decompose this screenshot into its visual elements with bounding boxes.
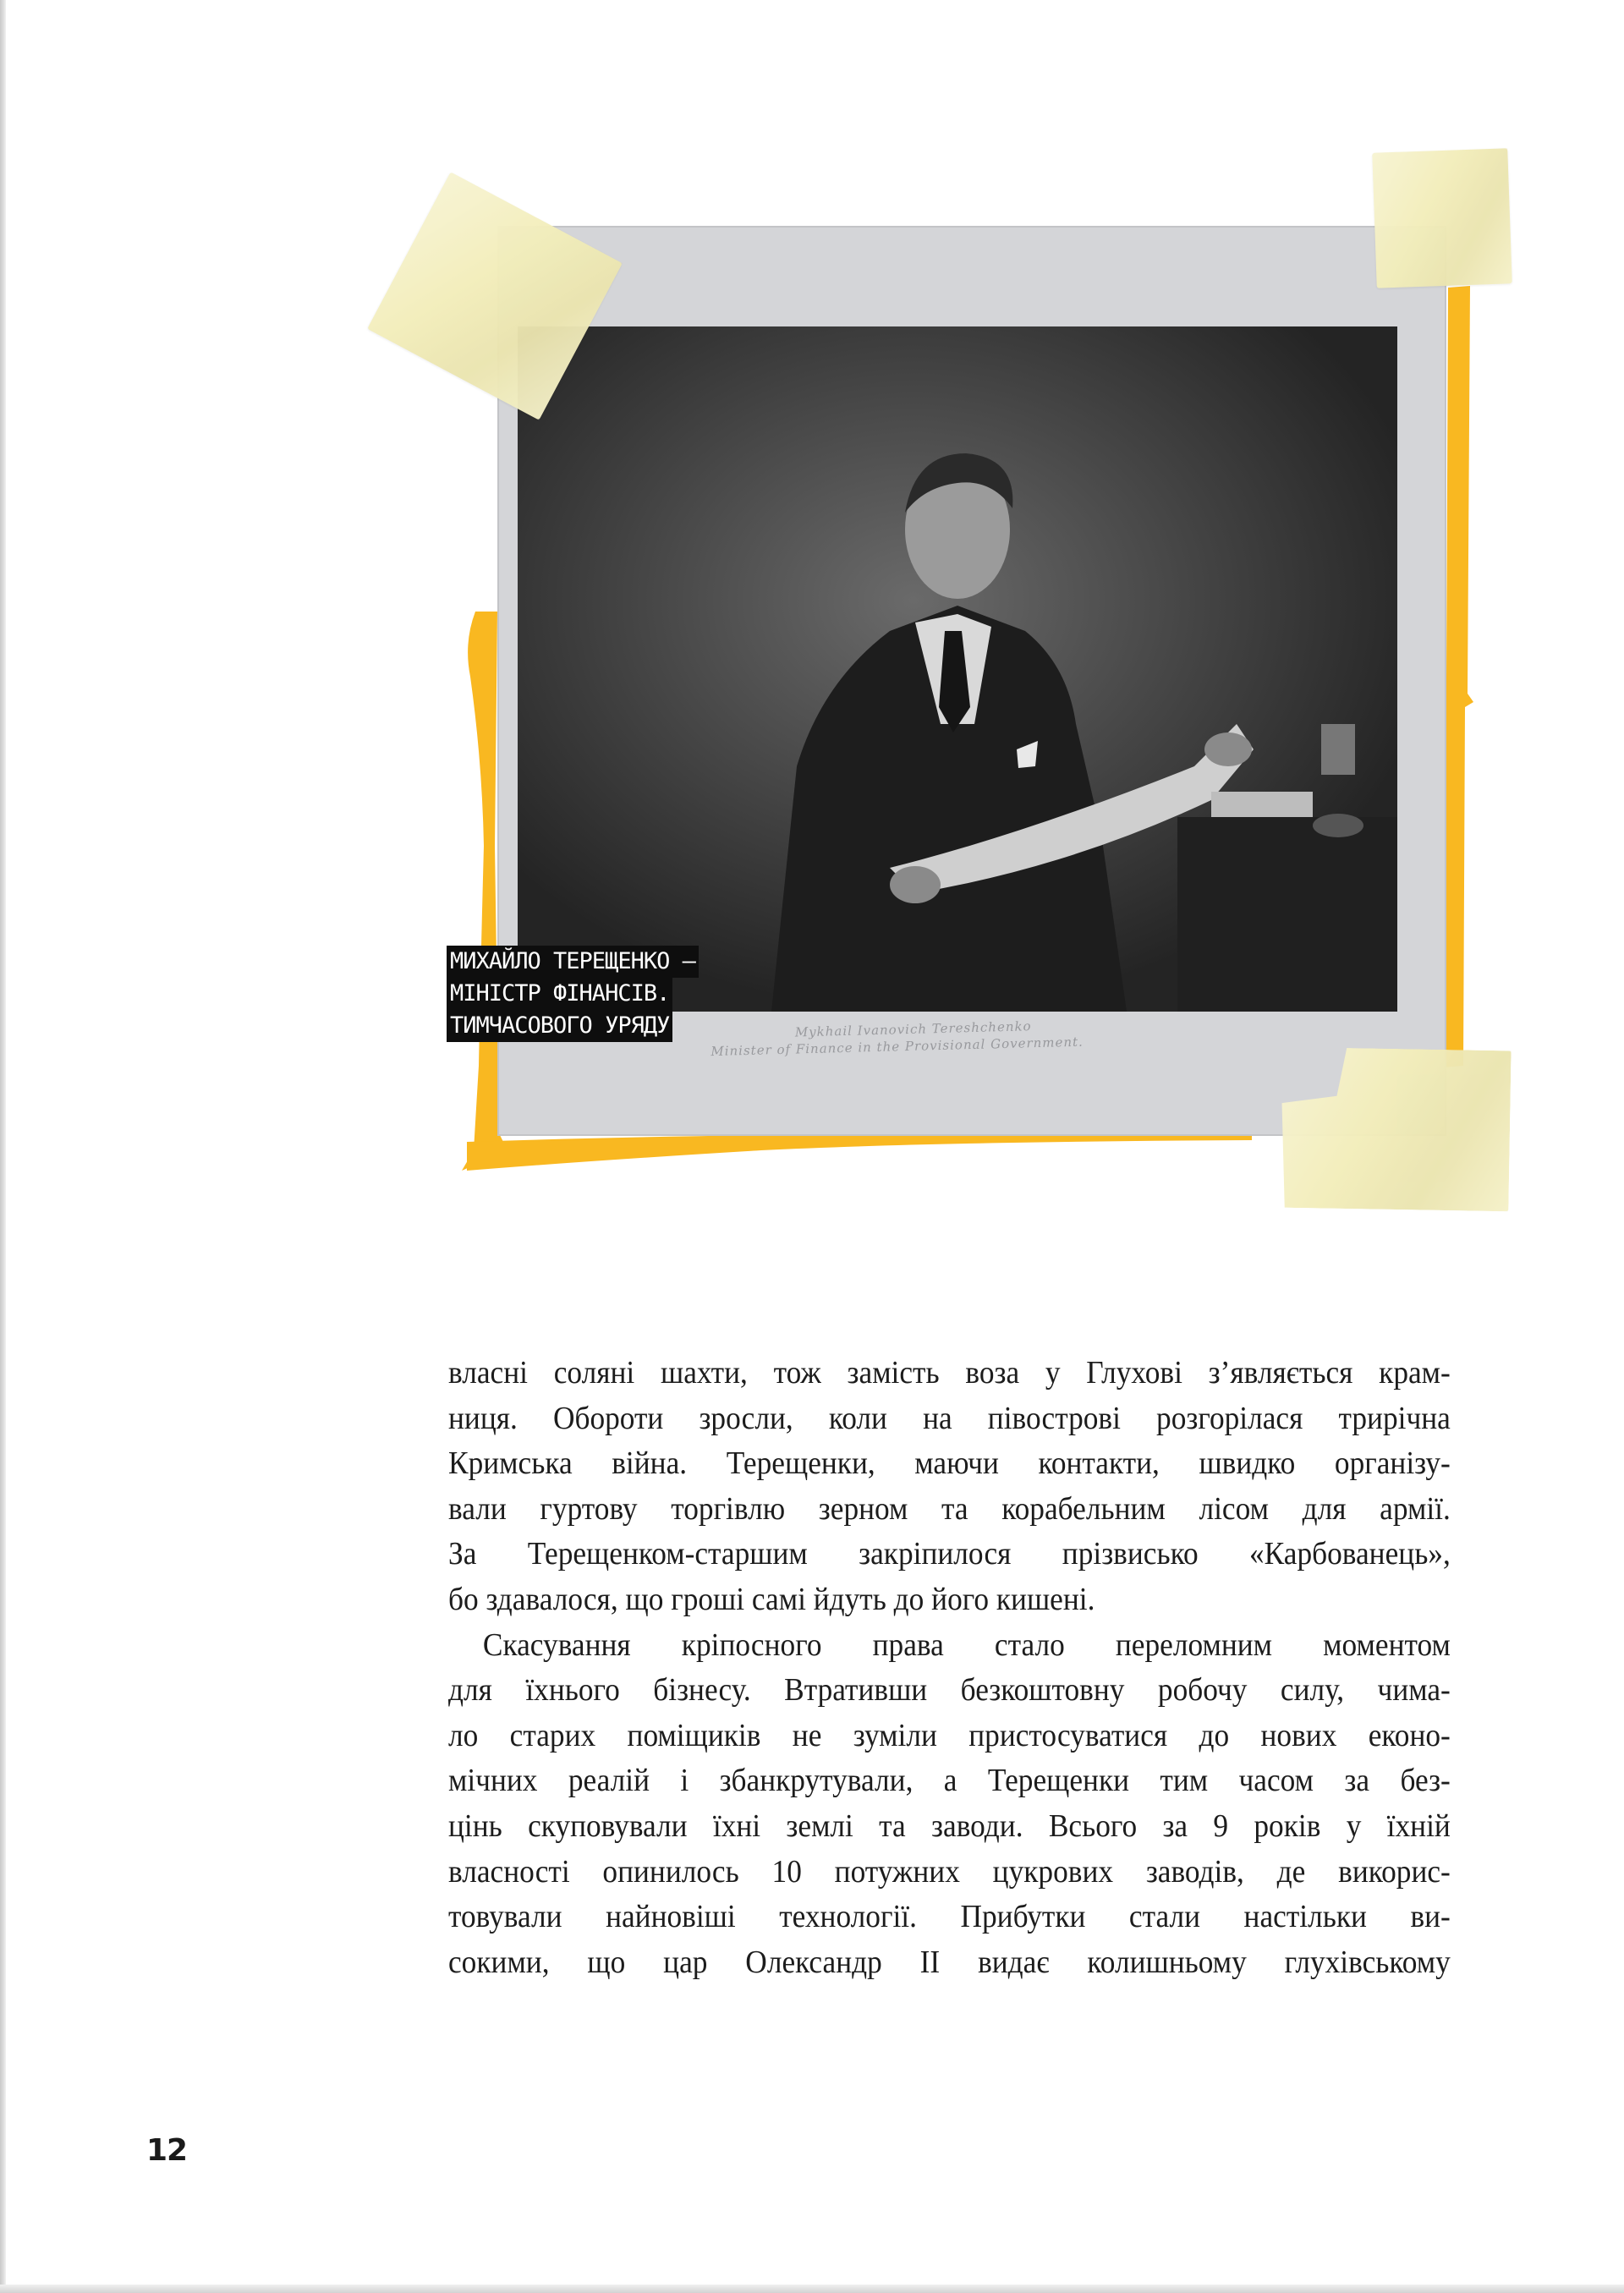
text-line: ниця. Обороти зросли, коли на півострові розгорілася трирічна bbox=[448, 1400, 1451, 1436]
text-line: За Терещенком-старшим закріпилося прізвисько «Карбованець», bbox=[448, 1536, 1451, 1572]
body-text bbox=[448, 1351, 1451, 1985]
portrait-photo bbox=[518, 326, 1397, 1012]
inscription-line: Minister of Finance in the Provisional Government. bbox=[710, 1034, 1084, 1060]
caption-line: МИХАЙЛО ТЕРЕЩЕНКО – bbox=[447, 946, 699, 978]
inscription-line: Mykhail Ivanovich Tereshchenko bbox=[794, 1018, 1032, 1040]
text-line: ло старих поміщиків не зуміли пристосуватися до нових еконо- bbox=[448, 1717, 1451, 1753]
text-line: вали гуртову торгівлю зерном та корабельним лісом для армії. bbox=[448, 1490, 1451, 1527]
text-line: цінь скуповували їхні землі та заводи. Всього за 9 років у їхній bbox=[448, 1808, 1451, 1844]
portrait-illustration bbox=[518, 326, 1397, 1012]
text-line: для їхнього бізнесу. Втративши безкоштовну робочу силу, чима- bbox=[448, 1672, 1451, 1709]
page-number: 12 bbox=[146, 2133, 188, 2168]
text-line: бо здавалося, що гроші самі йдуть до його кишені. bbox=[448, 1581, 1095, 1617]
text-line: сокими, що цар Олександр II видає колишньому глухівському bbox=[448, 1944, 1451, 1980]
text-line: Кримська війна. Терещенки, маючи контакти, швидко організу- bbox=[448, 1445, 1451, 1482]
caption-line: ТИМЧАСОВОГО УРЯДУ bbox=[447, 1010, 672, 1042]
paragraph bbox=[448, 1623, 1451, 1986]
tape-top-right bbox=[1372, 148, 1512, 288]
paragraph bbox=[448, 1351, 1451, 1623]
text-line: власності опинилось 10 потужних цукрових заводів, де викорис- bbox=[448, 1853, 1451, 1890]
text-line: власні соляні шахти, тож замість воза у Глухові з’являється крам- bbox=[448, 1355, 1451, 1391]
photo-caption bbox=[447, 946, 699, 1042]
text-line: мічних реалій і збанкрутували, а Терещенки тим часом за без- bbox=[448, 1763, 1451, 1799]
mount-faint-marking bbox=[689, 254, 943, 266]
page-edge-bottom bbox=[0, 2285, 1624, 2293]
text-line: товували найновіші технології. Прибутки стали настільки ви- bbox=[448, 1899, 1451, 1935]
caption-line: МІНІСТР ФІНАНСІВ. bbox=[447, 978, 672, 1010]
text-line: Скасування кріпосного права стало переломним моментом bbox=[482, 1626, 1451, 1663]
